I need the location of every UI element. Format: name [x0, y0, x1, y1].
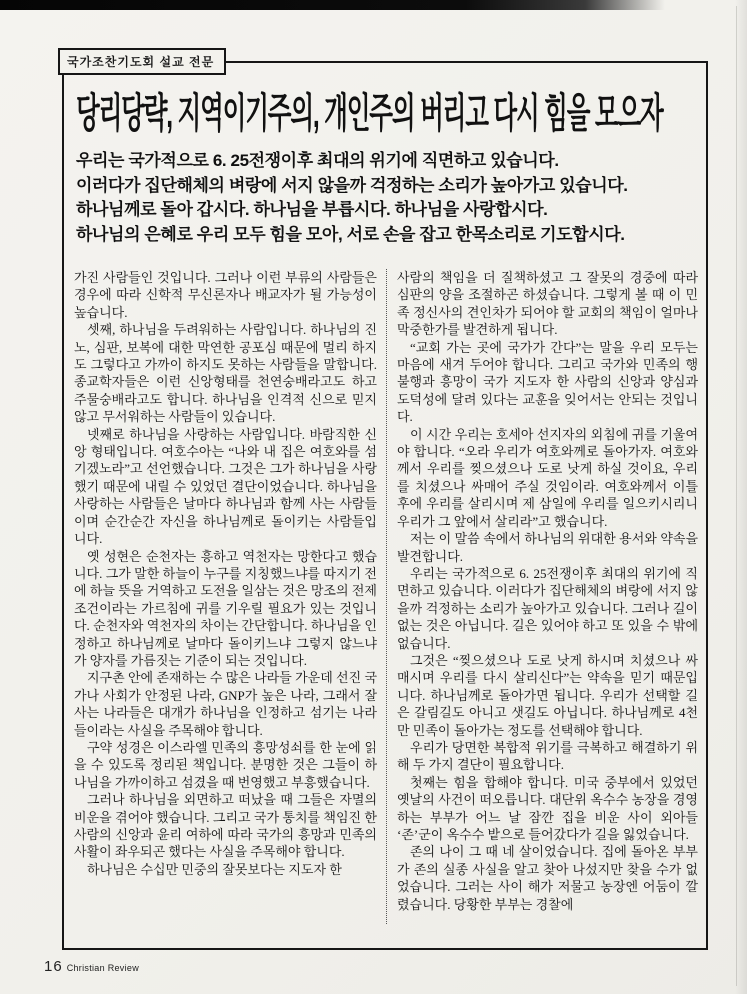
paragraph: 우리는 국가적으로 6. 25전쟁이후 최대의 위기에 직면하고 있습니다. 이러다가 집단해체의 벼랑에 서지 않을까 걱정하는 소리가 높아가고 있습니다. 그러나 길이 없는 것은 아닙니다. 길은 있어야 하고 또 있을 수 밖에 없습니다.	[397, 565, 698, 651]
paragraph: 넷째로 하나님을 사랑하는 사람입니다. 바람직한 신앙 형태입니다. 여호수아는 “나와 내 집은 여호와를 섬기겠노라”고 선언했습니다. 그것은 그가 하나님을 사랑했기 때문에 내릴 수 있었던 결단이었습니다. 하나님을 사랑하는 사람들은 날마다 하나님과 함께 사는 사람들이며 순간순간 자신을 하나님께로 돌이키는 사람들입니다.	[74, 426, 377, 547]
paragraph: 사람의 책임을 더 질책하셨고 그 잘못의 경중에 따라 심판의 양을 조절하곤 하셨습니다. 그렇게 볼 때 이 민족 정신사의 견인차가 되어야 할 교회의 책임이 얼마나 막중한가를 발견하게 됩니다.	[397, 270, 698, 338]
article-headline: 당리당략, 지역이기주의, 개인주의 버리고 다시 힘을 모으자	[76, 90, 663, 136]
page-number: 16	[44, 958, 63, 975]
page-footer	[44, 958, 139, 976]
lead-line: 우리는 국가적으로 6. 25전쟁이후 최대의 위기에 직면하고 있습니다.	[76, 151, 559, 170]
lead-line: 이러다가 집단해체의 벼랑에 서지 않을까 걱정하는 소리가 높아가고 있습니다.	[76, 175, 628, 195]
lead-line: 하나님의 은혜로 우리 모두 힘을 모아, 서로 손을 잡고 한목소리로 기도합시다.	[76, 224, 625, 244]
article-body	[74, 269, 698, 924]
left-column	[74, 269, 386, 924]
paragraph: 하나님은 수십만 민중의 잘못보다는 지도자 한	[87, 861, 342, 877]
kicker: 국가조찬기도회 설교 전문	[58, 48, 226, 75]
paragraph: 첫째는 힘을 합해야 합니다. 미국 중부에서 있었던 옛날의 사건이 떠오릅니다. 대단위 옥수수 농장을 경영하는 부부가 어느 날 잠깐 집을 비운 사이 외아들 ‘존’군이 옥수수 밭으로 들어갔다가 길을 잃었습니다.	[397, 774, 698, 842]
lead-block	[76, 149, 694, 247]
right-column	[386, 269, 698, 924]
paragraph: 저는 이 말씀 속에서 하나님의 위대한 용서와 약속을 발견합니다.	[397, 531, 698, 564]
paragraph: 그러나 하나님을 외면하고 떠났을 때 그들은 자멸의 비운을 겪어야 했습니다. 그리고 국가 통치를 책임진 한 사람의 신앙과 윤리 여하에 따라 국가의 흥망과 민족의 사활이 좌우되곤 했다는 사실을 주목해야 합니다.	[74, 792, 377, 860]
article-frame	[62, 61, 708, 950]
paragraph: 그것은 “찢으셨으나 도로 낫게 하시며 치셨으나 싸매시며 우리를 다시 살리신다”는 약속을 믿기 때문입니다. 하나님께로 돌아가면 됩니다. 우리가 선택할 길은 갈림길도 아니고 샛길도 아닙니다. 하나님께로 4천만 민족이 돌아가는 정도를 선택해야 합니다.	[397, 652, 698, 738]
paragraph: 구약 성경은 이스라엘 민족의 흥망성쇠를 한 눈에 읽을 수 있도록 정리된 책입니다. 분명한 것은 그들이 하나님을 가까이하고 섬겼을 때 번영했고 부흥했습니다.	[74, 739, 377, 790]
paragraph: 이 시간 우리는 호세아 선지자의 외침에 귀를 기울여야 합니다. “오라 우리가 여호와께로 돌아가자. 여호와께서 우리를 찢으셨으나 도로 낫게 하실 것이요, 우리를 치셨으나 싸매어 주실 것임이라. 여호와께서 이틀 후에 우리를 살리시며 제 삼일에 우리를 일으키시리니 우리가 그 앞에서 살리라”고 했습니다.	[397, 426, 698, 529]
paragraph: 존의 나이 그 때 네 살이었습니다. 집에 돌아온 부부가 존의 실종 사실을 알고 찾아 나섰지만 찾을 수가 없었습니다. 그러는 사이 해가 저물고 농장엔 어둠이 깔렸습니다. 당황한 부부는 경찰에	[397, 844, 698, 912]
paragraph: “교회 가는 곳에 국가가 간다”는 말을 우리 모두는 마음에 새겨 두어야 합니다. 그리고 국가와 민족의 행불행과 흥망이 국가 지도자 한 사람의 신앙과 양심과 도덕성에 달려 있다는 교훈을 잊어서는 안되는 것입니다.	[397, 339, 698, 425]
paragraph: 셋째, 하나님을 두려워하는 사람입니다. 하나님의 진노, 심판, 보복에 대한 막연한 공포심 때문에 멀리 하지도 그렇다고 가까이 하지도 못하는 사람들을 말합니다. 종교학자들은 이런 신앙형태를 천연숭배라고도 하고 주물숭배라고도 합니다. 하나님을 인격적 신으로 믿지 않고 무서워하는 사람들이 있습니다.	[74, 322, 377, 425]
scan-artifact-top-edge	[0, 0, 665, 10]
paragraph: 우리가 당면한 복합적 위기를 극복하고 해결하기 위해 두 가지 결단이 필요합니다.	[397, 739, 698, 773]
paragraph: 가진 사람들인 것입니다. 그러나 이런 부류의 사람들은 경우에 따라 신학적 무신론자나 배교자가 될 가능성이 높습니다.	[74, 270, 377, 320]
scan-artifact-right-line	[736, 6, 737, 986]
lead-line: 하나님께로 돌아 갑시다. 하나님을 부릅시다. 하나님을 사랑합시다.	[76, 200, 548, 219]
paragraph: 지구촌 안에 존재하는 수 많은 나라들 가운데 선진 국가나 사회가 안정된 나라, GNP가 높은 나라, 그래서 잘 사는 나라들은 대개가 하나님을 인정하고 섬기는 나라들이라는 사실을 주목해야 합니다.	[74, 670, 377, 738]
paragraph: 옛 성현은 순천자는 흥하고 역천자는 망한다고 했습니다. 그가 말한 하늘이 누구를 지칭했느냐를 따지기 전에 하늘 뜻을 거역하고 도전을 일삼는 것은 망조의 전제 조건이라는 가르침에 귀를 기우릴 필요가 있는 것입니다. 순천자와 역천자의 차이는 간단합니다. 하나님을 인정하고 하나님께로 날마다 돌이키느냐 그렇지 않느냐가 양자를 가름짓는 기준이 되는 것입니다.	[74, 548, 377, 668]
magazine-title: Christian Review	[66, 963, 140, 973]
